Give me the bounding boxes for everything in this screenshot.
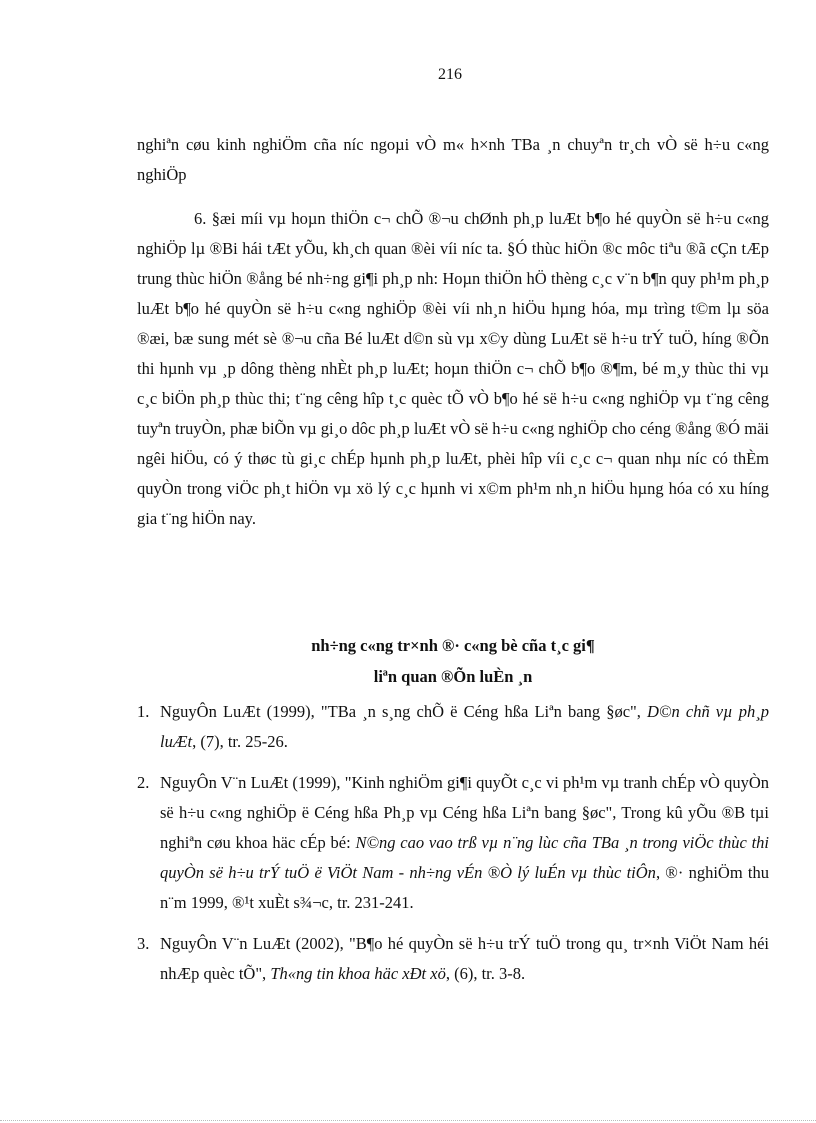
reference-number: 2. [137,773,150,792]
reference-list [137,697,769,1000]
reference-tail: , ®· nghiÖm thu n¨m 1999, ®¹t xuÈt s¾¬c, tr. 231-241. [160,863,770,912]
reference-text: NguyÔn V¨n LuÆt (1999), "Kinh nghiÖm gi¶i quyÕt c¸c vi ph¹m vµ tranh chÉp vÒ quyÒn së h÷u c«ng nghiÖp ë Céng hßa Ph¸p vµ Céng hßa Liªn bang §øc", Trong kû yÕu ®B tµi nghiªn cøu khoa häc cÉp bé: [160,773,769,852]
reference-item [137,768,769,918]
reference-journal: N©ng cao vao trß vµ n¨ng lùc cña TBa ¸n trong viÖc thùc thi quyÒn së h÷u trÝ tuÖ ë ViÖt Nam - nh÷ng vÉn ®Ò lý luÉn vµ thùc tiÔn [160,833,769,882]
reference-number: 3. [137,934,150,953]
reference-tail: , (7), tr. 25-26. [192,732,288,751]
reference-text: NguyÔn LuÆt (1999), "TBa ¸n s¸ng chÕ ë Céng hßa Liªn bang §øc", [160,702,648,721]
page-bottom-border [0,1120,816,1121]
heading-line-2: liªn quan ®Õn luÈn ¸n [373,667,533,686]
page-number: 216 [438,66,462,83]
reference-journal: Th«ng tin khoa häc xÐt xö [270,964,446,983]
body-paragraph-1: nghiªn cøu kinh nghiÖm cña níc ngoµi vÒ m« h×nh TBa ¸n chuyªn tr¸ch vÒ së h÷u c«ng nghiÖp [137,135,769,184]
reference-journal: D©n chñ vµ ph¸p luÆt [160,702,769,751]
heading-line-1: nh÷ng c«ng tr×nh ®· c«ng bè cña t¸c gi¶ [311,636,595,655]
reference-text: NguyÔn V¨n LuÆt (2002), "B¶o hé quyÒn së h÷u trÝ tuÖ trong qu¸ tr×nh ViÖt Nam héi nhÆp quèc tÕ", [160,934,769,983]
body-paragraph-2: 6. §æi míi vµ hoµn thiÖn c¬ chÕ ®¬u chØnh ph¸p luÆt b¶o hé quyÒn së h÷u c«ng nghiÖp lµ ®Bi hái tÆt yÕu, kh¸ch quan ®èi víi níc ta. §Ó thùc hiÖn ®c môc tiªu ®ã cÇn tÆp trung thùc hiÖn ®ång bé nh÷ng gi¶i ph¸p nh: Hoµn thiÖn hÖ thèng c¸c v¨n b¶n quy ph¹m ph¸p luÆt b¶o hé quyÒn së h÷u c«ng nghiÖp ®èi víi nh¸n hiÖu hµng hóa, mµ trìng t©m lµ söa ®æi, bæ sung mét sè ®¬u cña Bé luÆt d©n sù vµ x©y dùng LuÆt së h÷u trÝ tuÖ, híng ®Õn thi hµnh vµ ¸p dông thèng nhÈt ph¸p luÆt; hoµn thiÖn c¬ chÕ b¶o ®¶m, bé m¸y thùc thi vµ c¸c biÖn ph¸p thùc thi; t¨ng cêng hîp t¸c quèc tÕ vÒ b¶o hé së h÷u c«ng nghiÖp vµ t¨ng cêng tuyªn truyÒn, phæ biÕn vµ gi¸o dôc ph¸p luÆt vÒ së h÷u c«ng nghiÖp cho céng ®ång ®Ó mäi ngêi hiÖu, có ý thøc tù gi¸c chÉp hµnh ph¸p luÆt, phèi hîp víi c¸c c¬ quan nhµ níc có thÈm quyÒn trong viÖc ph¸t hiÖn vµ xö lý c¸c hµnh vi x©m ph¹m nh¸n hiÖu hµng hóa có xu híng gia t¨ng hiÖn nay. [137,209,769,528]
reference-item [137,929,769,989]
reference-item [137,697,769,757]
reference-tail: , (6), tr. 3-8. [445,964,526,983]
section-heading [137,630,769,692]
reference-number: 1. [137,702,150,721]
